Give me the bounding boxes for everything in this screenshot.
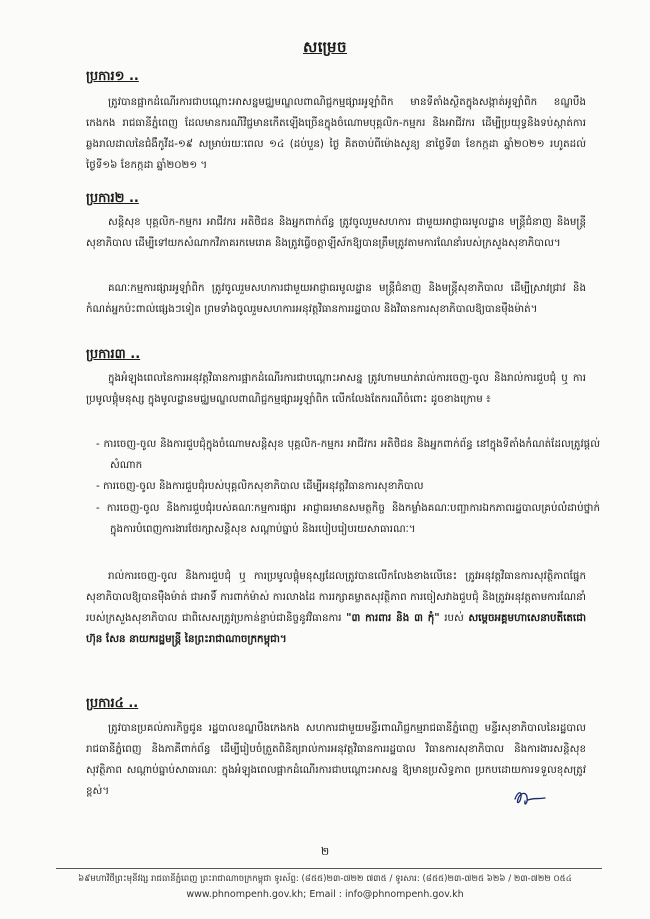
article-2-heading: ប្រការ២ .. xyxy=(86,191,139,206)
footer-divider xyxy=(56,868,602,869)
closing-mid-text: របស់ xyxy=(444,612,464,624)
article-1-heading: ប្រការ១ .. xyxy=(86,69,139,84)
initials-signature-icon xyxy=(512,785,548,809)
footer-address: ៦៩មហាវិថីព្រះមុនីវង្ស រាជធានីភ្នំពេញ ព្រះរាជាណាចក្រកម្ពុជា ទូរស័ព្ទ: (៨៥៥)២៣-៧២២ ៧៣៥ / ទូរសារ: (៨៥៥)២៣-៧២៥ ៦២៦ / ២៣-៧២២ ០៥៤ xyxy=(78,874,572,884)
three-protect-quote: "៣ ការពារ និង ៣ កុំ" xyxy=(346,612,440,624)
closing-text: រាល់ការចេញ-ចូល និងការជួបជុំ ឬ ការប្រមូលផ្តុំមនុស្សដែលត្រូវបានលើកលែងខាងលើនេះ ត្រូវអនុវត្តវិធានការសុវត្ថិភាពផ្នែកសុខាភិបាលឱ្យបានម៉ឺងម៉ាត់ ជាអាទិ៍ ការពាក់ម៉ាស់ ការលាងដៃ ការរក្សាគម្លាតសុវត្ថិភាព ការចៀសវាងជួបជុំ និងត្រូវអនុវត្តតាមការណែនាំរបស់ក្រសួងសុខាភិបាល ជាពិសេសត្រូវប្រកាន់ខ្ជាប់ជានិច្ចនូវវិធានការ xyxy=(86,570,586,624)
article-4-heading: ប្រការ៤ .. xyxy=(86,696,139,711)
article-3-paragraph: ក្នុងអំឡុងពេលនៃការអនុវត្តវិធានការផ្អាកដំណើរការជាបណ្តោះអាសន្ន ត្រូវហាមឃាត់រាល់ការចេញ-ចូល និងរាល់ការជួបជុំ ឬ ការប្រមូលផ្តុំមនុស្ស ក្នុងមូលដ្ឋានមជ្ឈមណ្ឌលពាណិជ្ជកម្មផ្សារអូឡាំពិក លើកលែងតែករណីចំពោះ ដូចខាងក្រោម ៖ xyxy=(86,372,586,405)
article-4-paragraph: ត្រូវបានប្រគល់ភារកិច្ចជូន រដ្ឋបាលខណ្ឌបឹងកេងកង សហការជាមួយមន្ទីរពាណិជ្ជកម្មរាជធានីភ្នំពេញ មន្ទីរសុខាភិបាលនៃរដ្ឋបាលរាជធានីភ្នំពេញ និងភាគីពាក់ព័ន្ធ ដើម្បីរៀបចំត្រួតពិនិត្យរាល់ការអនុវត្តវិធានការរដ្ឋបាល វិធានការសុខាភិបាល និងការងារសន្តិសុខ សុវត្ថិភាព សណ្តាប់ធ្នាប់សាធារណៈ ក្នុងអំឡុងពេលផ្អាកដំណើរការជាបណ្តោះអាសន្ន ឱ្យមានប្រសិទ្ធភាព ប្រកបដោយការទទួលខុសត្រូវខ្ពស់។ xyxy=(86,722,586,797)
article-3-closing-paragraph xyxy=(86,566,586,650)
article-3-bullet-3: - ការចេញ-ចូល និងការជួបជុំរបស់គណៈកម្មការផ្សារ អាជ្ញាធរមានសមត្ថកិច្ច និងកម្លាំងគណៈបញ្ជាការឯកភាពរដ្ឋបាលគ្រប់លំដាប់ថ្នាក់ ក្នុងការបំពេញការងារថែរក្សាសន្តិសុខ សណ្តាប់ធ្នាប់ និងរបៀបរៀបរយសាធារណៈ។ xyxy=(96,502,600,535)
article-3-bullet-1: - ការចេញ-ចូល និងការជួបជុំក្នុងចំណោមសន្តិសុខ បុគ្គលិក-កម្មករ អាជីវករ អតិថិជន និងអ្នកពាក់ព័ន្ធ នៅក្នុងទីតាំងកំណត់ដែលត្រូវផ្តល់សំណាក xyxy=(96,438,600,471)
article-2-paragraph-2: គណៈកម្មការផ្សារអូឡាំពិក ត្រូវចូលរួមសហការជាមួយអាជ្ញាធរមូលដ្ឋាន មន្ត្រីជំនាញ និងមន្ត្រីសុខាភិបាល ដើម្បីស្រាវជ្រាវ និងកំណត់អ្នកប៉ះពាល់ផ្សេងៗទៀត ព្រមទាំងចូលរួមសហការអនុវត្តវិធានការរដ្ឋបាល និងវិធានការសុខាភិបាលឱ្យបានម៉ឺងម៉ាត់។ xyxy=(86,282,586,315)
prime-minister-name: សម្តេចអគ្គមហាសេនាបតីតេជោ ហ៊ុន សែន នាយករដ្ឋមន្ត្រី នៃព្រះរាជាណាចក្រកម្ពុជា។ xyxy=(86,612,586,645)
document-title: សម្រេច xyxy=(302,38,348,56)
article-3-bullet-2: - ការចេញ-ចូល និងការជួបជុំរបស់បុគ្គលិកសុខាភិបាល ដើម្បីអនុវត្តវិធានការសុខាភិបាល xyxy=(96,480,424,492)
article-3-heading: ប្រការ៣ .. xyxy=(86,347,141,362)
article-1-paragraph: ត្រូវបានផ្អាកដំណើរការជាបណ្តោះអាសន្នមជ្ឈមណ្ឌលពាណិជ្ជកម្មផ្សារអូឡាំពិក មានទីតាំងស្ថិតក្នុងសង្កាត់អូឡាំពិក ខណ្ឌបឹងកេងកង រាជធានីភ្នំពេញ ដែលមានករណីវិជ្ជមានកើតឡើងច្រើនក្នុងចំណោមបុគ្គលិក-កម្មករ និងអាជីវករ ដើម្បីប្រយុទ្ធនិងទប់ស្កាត់ការឆ្លងរាលដាលនៃជំងឺកូវីដ-១៩ សម្រាប់រយៈពេល ១៤ (ដប់បួន) ថ្ងៃ គិតចាប់ពីម៉ោងសូន្យ នាថ្ងៃទី៣ ខែកក្កដា ឆ្នាំ២០២១ រហូតដល់ថ្ងៃទី១៦ ខែកក្កដា ឆ្នាំ២០២១ ។ xyxy=(86,96,586,171)
page-number: ២ xyxy=(320,845,330,858)
footer-website-email: www.phnompenh.gov.kh; Email : info@phnompenh.gov.kh xyxy=(186,889,464,900)
article-2-paragraph-1: សន្តិសុខ បុគ្គលិក-កម្មករ អាជីវករ អតិថិជន និងអ្នកពាក់ព័ន្ធ ត្រូវចូលរួមសហការ ជាមួយអាជ្ញាធរមូលដ្ឋាន មន្ត្រីជំនាញ និងមន្ត្រីសុខាភិបាល ដើម្បីទៅយកសំណាកវិភាគរកមេរោគ និងត្រូវធ្វើចត្តាឡីស័កឱ្យបានត្រឹមត្រូវតាមការណែនាំរបស់ក្រសួងសុខាភិបាល។ xyxy=(86,216,586,249)
